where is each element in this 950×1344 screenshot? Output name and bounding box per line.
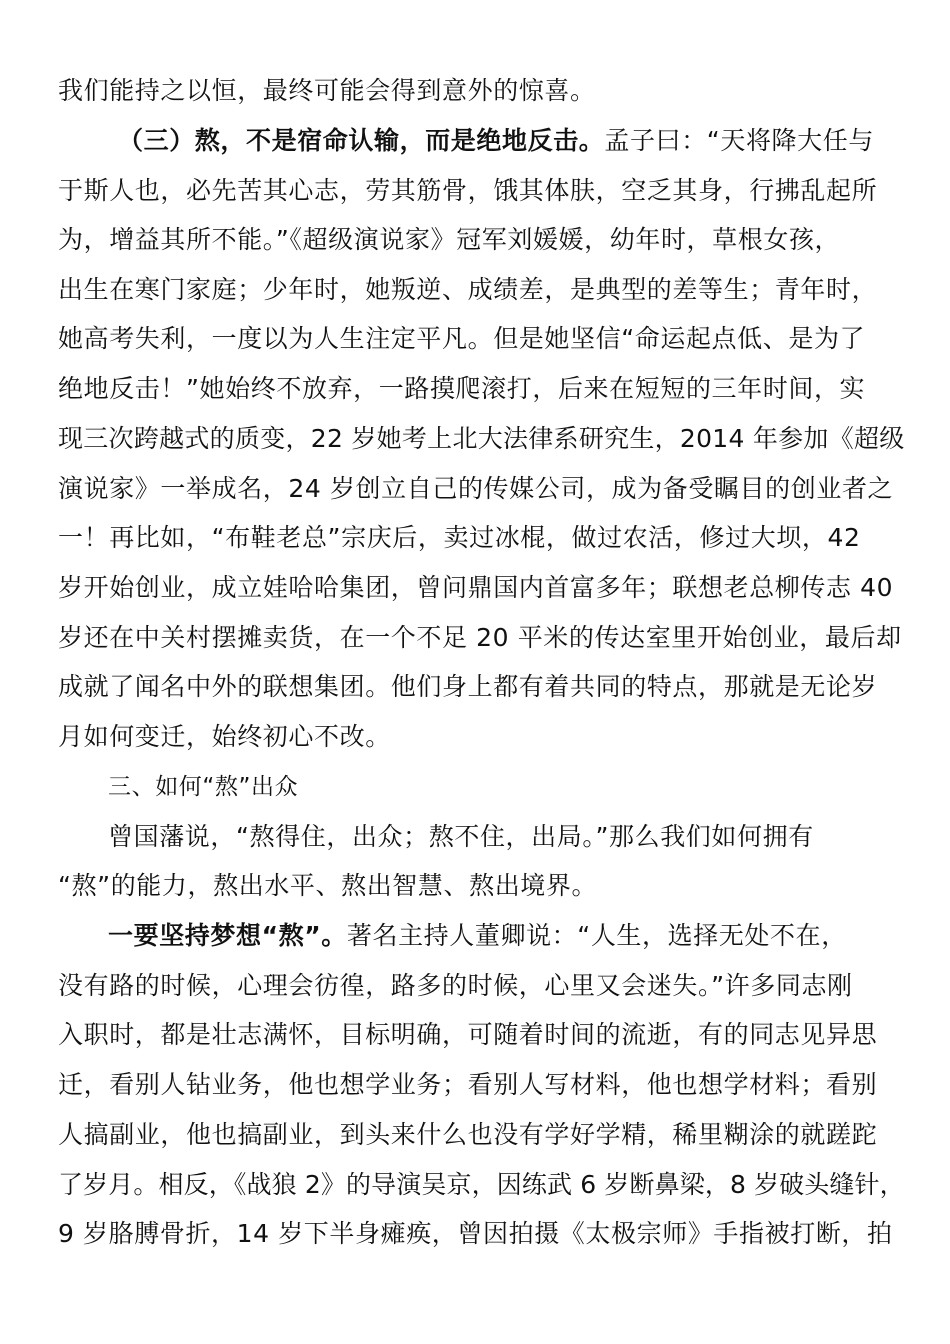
paragraph-line: 岁还在中关村摆摊卖货，在一个不足 20 平米的传达室里开始创业，最后却 [58, 623, 902, 652]
subheading-bold: 一要坚持梦想“熬”。 [108, 921, 347, 950]
paragraph-line: 迁，看别人钻业务，他也想学业务；看别人写材料，他也想学材料；看别 [58, 1070, 878, 1099]
paragraph-line: 了岁月。相反，《战狼 2》的导演吴京，因练武 6 岁断鼻梁，8 岁破头缝针， [58, 1170, 905, 1199]
paragraph-line: 演说家》一举成名，24 岁创立自己的传媒公司，成为备受瞩目的创业者之 [58, 474, 894, 503]
paragraph-line: 于斯人也，必先苦其心志，劳其筋骨，饿其体肤，空乏其身，行拂乱起所 [58, 176, 878, 205]
section-heading: 三、如何“熬”出众 [108, 774, 299, 800]
paragraph-line: 入职时，都是壮志满怀，目标明确，可随着时间的流逝，有的同志见异思 [58, 1020, 878, 1049]
paragraph-line: 出生在寒门家庭；少年时，她叛逆、成绩差，是典型的差等生；青年时， [58, 275, 878, 304]
paragraph-line: “熬”的能力，熬出水平、熬出智慧、熬出境界。 [58, 871, 598, 900]
paragraph-line: 岁开始创业，成立娃哈哈集团，曾问鼎国内首富多年；联想老总柳传志 40 [58, 573, 894, 602]
paragraph-line: 成就了闻名中外的联想集团。他们身上都有着共同的特点，那就是无论岁 [58, 672, 878, 701]
paragraph-line: 她高考失利，一度以为人生注定平凡。但是她坚信“命运起点低、是为了 [58, 324, 866, 353]
paragraph-line: 我们能持之以恒，最终可能会得到意外的惊喜。 [58, 76, 596, 105]
paragraph-line: 曾国藩说，“熬得住，出众；熬不住，出局。”那么我们如何拥有 [108, 822, 814, 851]
subheading-bold: （三）熬，不是宿命认输，而是绝地反击。 [118, 126, 605, 155]
paragraph-line: 没有路的时候，心理会彷徨，路多的时候，心里又会迷失。”许多同志刚 [58, 971, 853, 1000]
paragraph-line: 现三次跨越式的质变，22 岁她考上北大法律系研究生，2014 年参加《超级 [58, 424, 905, 453]
subheading-line: 一要坚持梦想“熬”。著名主持人董卿说：“人生，选择无处不在， [108, 921, 847, 950]
paragraph-line: 绝地反击！”她始终不放弃，一路摸爬滚打，后来在短短的三年时间，实 [58, 374, 866, 403]
paragraph-line: 一！再比如，“布鞋老总”宗庆后，卖过冰棍，做过农活，修过大坝，42 [58, 523, 861, 552]
paragraph-line: 人搞副业，他也搞副业，到头来什么也没有学好学精，稀里糊涂的就蹉跎 [58, 1120, 878, 1149]
paragraph-line: 9 岁胳膊骨折，14 岁下半身瘫痪，曾因拍摄《太极宗师》手指被打断，拍 [58, 1219, 893, 1248]
subheading-line: （三）熬，不是宿命认输，而是绝地反击。孟子曰：“天将降大任与 [118, 126, 874, 155]
paragraph-line: 为，增益其所不能。”《超级演说家》冠军刘媛媛，幼年时，草根女孩， [58, 225, 841, 254]
paragraph-line: 月如何变迁，始终初心不改。 [58, 722, 391, 751]
